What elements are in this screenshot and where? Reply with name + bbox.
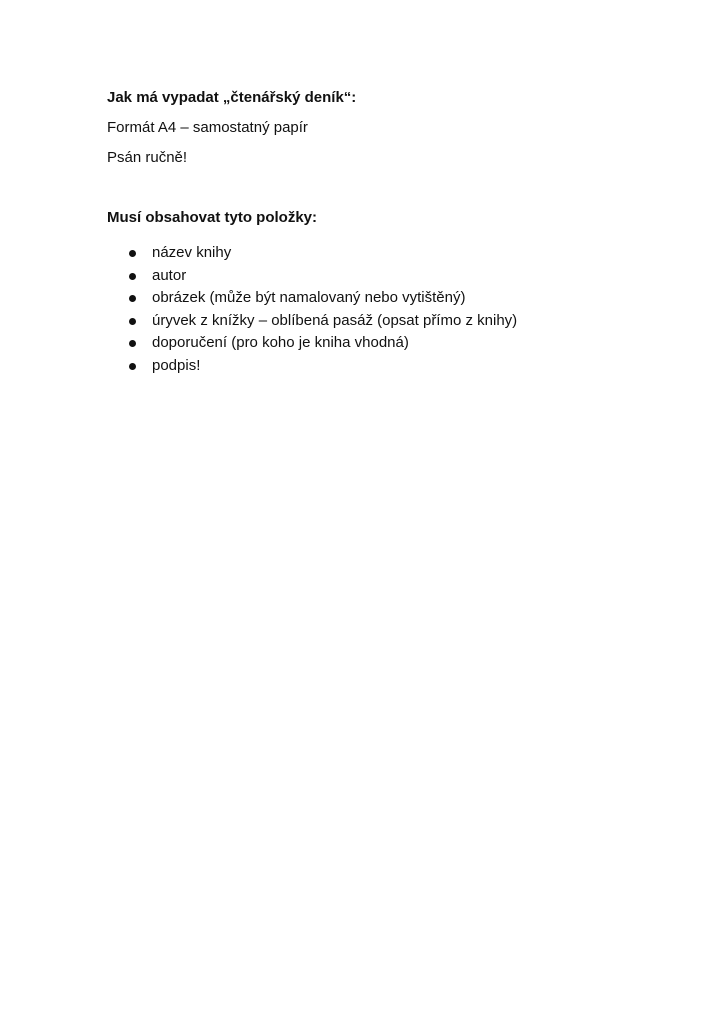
list-item [107,287,627,310]
list-item-text: úryvek z knížky – oblíbená pasáž (opsat přímo z knihy) [152,311,518,329]
bullet-icon [129,273,136,280]
bullet-icon [129,363,136,370]
required-items-list [107,242,627,377]
document-content [107,88,627,377]
list-item-text: autor [152,266,187,284]
list-item-text: obrázek (může být namalovaný nebo vytištěný) [152,289,466,306]
list-item-text: doporučení (pro koho je kniha vhodná) [152,334,409,351]
spacer [107,138,627,148]
list-item [107,242,627,265]
list-item-text: podpis! [152,356,201,374]
list-item [107,355,627,378]
section-heading-format: Jak má vypadat „čtenářský deník“: [107,89,357,106]
list-item [107,310,627,333]
format-line: Formát A4 – samostatný papír [107,119,308,136]
bullet-icon [129,340,136,347]
list-item [107,332,627,355]
bullet-icon [129,250,136,257]
bullet-icon [129,318,136,325]
section-heading-items: Musí obsahovat tyto položky: [107,209,318,226]
bullet-icon [129,295,136,302]
spacer [107,108,627,118]
spacer [107,168,627,208]
list-item-text: název knihy [152,244,232,261]
list-item [107,265,627,288]
handwritten-line: Psán ručně! [107,149,188,166]
